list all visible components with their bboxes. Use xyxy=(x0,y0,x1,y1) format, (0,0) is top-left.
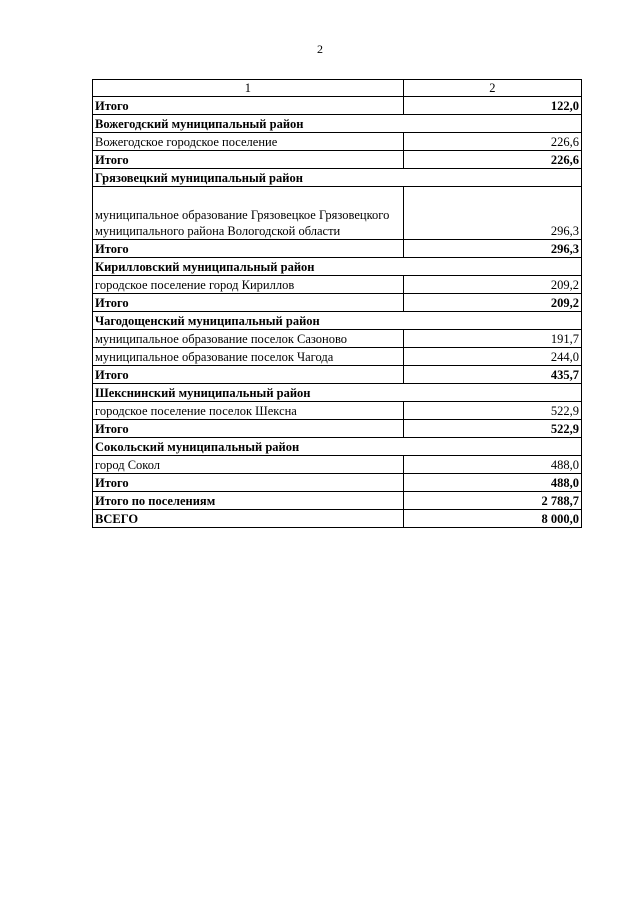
total-label: Итого xyxy=(93,420,404,438)
settlement-name: муниципальное образование поселок Сазоново xyxy=(93,330,404,348)
total-value: 296,3 xyxy=(403,240,581,258)
settlement-row xyxy=(93,402,582,420)
district-header-row xyxy=(93,258,582,276)
district-header-row xyxy=(93,115,582,133)
settlement-name: городское поселение поселок Шексна xyxy=(93,402,404,420)
total-row xyxy=(93,366,582,384)
total-label: Итого xyxy=(93,366,404,384)
total-row xyxy=(93,240,582,258)
total-label: ВСЕГО xyxy=(93,510,404,528)
settlement-row xyxy=(93,187,582,240)
settlement-value: 226,6 xyxy=(403,133,581,151)
total-value: 435,7 xyxy=(403,366,581,384)
total-value: 2 788,7 xyxy=(403,492,581,510)
total-row xyxy=(93,492,582,510)
district-name: Вожегодский муниципальный район xyxy=(93,115,582,133)
total-value: 8 000,0 xyxy=(403,510,581,528)
allocation-table xyxy=(92,79,582,528)
settlement-value: 244,0 xyxy=(403,348,581,366)
total-value: 122,0 xyxy=(403,97,581,115)
settlement-name: город Сокол xyxy=(93,456,404,474)
district-header-row xyxy=(93,384,582,402)
settlement-value: 488,0 xyxy=(403,456,581,474)
total-value: 522,9 xyxy=(403,420,581,438)
settlement-value: 209,2 xyxy=(403,276,581,294)
settlement-row xyxy=(93,133,582,151)
district-header-row xyxy=(93,438,582,456)
settlement-value: 522,9 xyxy=(403,402,581,420)
total-label: Итого xyxy=(93,294,404,312)
settlement-name: Вожегодское городское поселение xyxy=(93,133,404,151)
district-name: Грязовецкий муниципальный район xyxy=(93,169,582,187)
total-value: 209,2 xyxy=(403,294,581,312)
total-row xyxy=(93,420,582,438)
total-label: Итого xyxy=(93,474,404,492)
total-row xyxy=(93,474,582,492)
district-name: Сокольский муниципальный район xyxy=(93,438,582,456)
total-value: 488,0 xyxy=(403,474,581,492)
district-name: Чагодощенский муниципальный район xyxy=(93,312,582,330)
settlement-name: муниципальное образование Грязовецкое Грязовецкого муниципального района Вологодской области xyxy=(93,187,404,240)
page-number: 2 xyxy=(317,42,323,56)
district-name: Кирилловский муниципальный район xyxy=(93,258,582,276)
settlement-name: муниципальное образование поселок Чагода xyxy=(93,348,404,366)
column-header-2: 2 xyxy=(403,80,581,97)
district-header-row xyxy=(93,169,582,187)
settlement-value: 191,7 xyxy=(403,330,581,348)
total-label: Итого xyxy=(93,240,404,258)
total-label: Итого по поселениям xyxy=(93,492,404,510)
total-label: Итого xyxy=(93,97,404,115)
column-header-1: 1 xyxy=(93,80,404,97)
settlement-row xyxy=(93,276,582,294)
total-row xyxy=(93,97,582,115)
total-row xyxy=(93,510,582,528)
district-name: Шекснинский муниципальный район xyxy=(93,384,582,402)
settlement-row xyxy=(93,456,582,474)
settlement-name: городское поселение город Кириллов xyxy=(93,276,404,294)
district-header-row xyxy=(93,312,582,330)
total-row xyxy=(93,294,582,312)
total-value: 226,6 xyxy=(403,151,581,169)
settlement-row xyxy=(93,348,582,366)
total-label: Итого xyxy=(93,151,404,169)
total-row xyxy=(93,151,582,169)
table-header-row xyxy=(93,80,582,97)
settlement-row xyxy=(93,330,582,348)
table-body xyxy=(93,80,582,528)
settlement-value: 296,3 xyxy=(403,187,581,240)
